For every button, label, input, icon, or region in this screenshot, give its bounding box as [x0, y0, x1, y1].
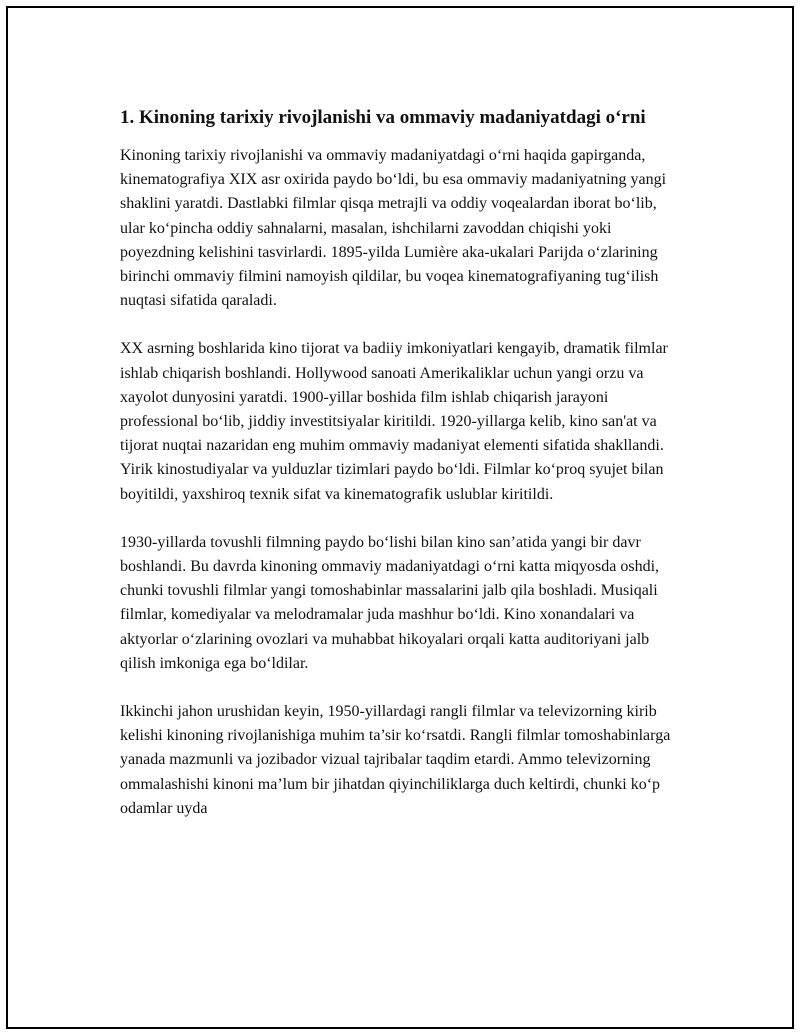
paragraph-2: XX asrning boshlarida kino tijorat va badiiy imkoniyatlari kengayib, dramatik filmlar ishlab chiqarish boshlandi. Hollywood sanoati Amerikaliklar uchun yangi orzu va xayolot dunyosini yaratdi. 1900-yillar boshida film ishlab chiqarish jarayoni professional bo‘lib, jiddiy investitsiyalar kiritildi. 1920-yillarga kelib, kino san'at va tijorat nuqtai nazaridan eng muhim ommaviy madaniyat elementi sifatida shakllandi. Yirik kinostudiyalar va yulduzlar tizimlari paydo bo‘ldi. Filmlar ko‘proq syujet bilan boyitildi, yaxshiroq texnik sifat va kinematografik uslublar kiritildi.	[120, 340, 668, 503]
document-body	[120, 104, 680, 845]
paragraph-1: Kinoning tarixiy rivojlanishi va ommaviy madaniyatdagi o‘rni haqida gapirganda, kinematografiya XIX asr oxirida paydo bo‘ldi, bu esa ommaviy madaniyatning yangi shaklini yaratdi. Dastlabki filmlar qisqa metrajli va oddiy voqealardan iborat bo‘lib, ular ko‘pincha oddiy sahnalarni, masalan, ishchilarni zavoddan chiqishi yoki poyezdning kelishini tasvirlardi. 1895-yilda Lumière aka-ukalari Parijda o‘zlarining birinchi ommaviy filmini namoyish qildilar, bu voqea kinematografiyaning tug‘ilish nuqtasi sifatida qaraladi.	[120, 147, 667, 310]
section-title: 1. Kinoning tarixiy rivojlanishi va ommaviy madaniyatdagi o‘rni	[120, 107, 646, 128]
paragraph-4: Ikkinchi jahon urushidan keyin, 1950-yillardagi rangli filmlar va televizorning kirib kelishi kinoning rivojlanishiga muhim ta’sir ko‘rsatdi. Rangli filmlar tomoshabinlarga yanada mazmunli va jozibador vizual tajribalar taqdim etardi. Ammo televizorning ommalashishi kinoni ma’lum bir jihatdan qiyinchiliklarga duch keltirdi, chunki ko‘p odamlar uyda	[120, 703, 671, 817]
page-frame	[6, 6, 794, 1029]
paragraph-3: 1930-yillarda tovushli filmning paydo bo‘lishi bilan kino san’atida yangi bir davr boshlandi. Bu davrda kinoning ommaviy madaniyatdagi o‘rni katta miqyosda oshdi, chunki tovushli filmlar yangi tomoshabinlar massalarini jalb qila boshladi. Musiqali filmlar, komediyalar va melodramalar juda mashhur bo‘ldi. Kino xonandalari va aktyorlar o‘zlarining ovozlari va muhabbat hikoyalari orqali katta auditoriyani jalb qilish imkoniga ega bo‘ldilar.	[120, 533, 660, 672]
